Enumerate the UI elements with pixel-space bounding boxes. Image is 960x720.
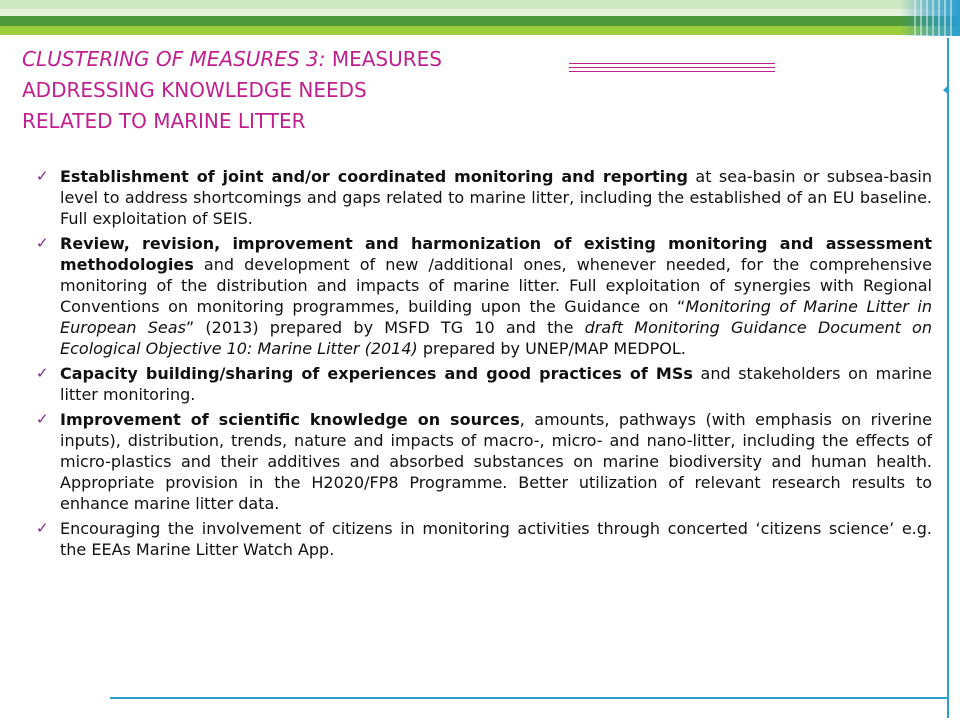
title-line-2: ADDRESSING KNOWLEDGE NEEDS — [22, 78, 367, 102]
bullet-text: ” (2013) prepared by MSFD TG 10 and the — [185, 318, 585, 337]
check-icon: ✓ — [36, 234, 49, 252]
header-band — [0, 26, 960, 35]
bullet-bold: Capacity building/sharing of experiences and good practices of MSs — [60, 364, 693, 383]
title-line-1 — [22, 44, 442, 75]
bullet-italic: draft Monitoring Guidance Document on Ecological Objective 10: Marine Litter (2014) — [60, 318, 932, 358]
check-icon: ✓ — [36, 410, 49, 428]
right-border-line — [947, 38, 949, 718]
bullet-bold: Review, revision, improvement and harmonization of existing monitoring and assessment methodologies — [60, 234, 932, 274]
title-italic-part: CLUSTERING OF MEASURES 3: — [22, 47, 326, 71]
list-item — [36, 166, 932, 229]
bullet-italic: Monitoring of Marine Litter in European Seas — [60, 297, 932, 337]
header-decoration — [0, 0, 960, 38]
header-band — [0, 0, 960, 9]
list-item — [36, 518, 932, 560]
header-band — [0, 16, 960, 26]
check-icon: ✓ — [36, 519, 49, 537]
bullet-bold: Establishment of joint and/or coordinated monitoring and reporting — [60, 167, 688, 186]
slide-title — [22, 44, 442, 137]
bottom-border-line — [110, 697, 948, 699]
bullet-text: and stakeholders on marine litter monitoring. — [60, 364, 932, 404]
right-border-marker — [943, 85, 949, 95]
bullet-bold: Improvement of scientific knowledge on sources — [60, 410, 520, 429]
bullet-text: prepared by UNEP/MAP MEDPOL. — [417, 339, 686, 358]
check-icon: ✓ — [36, 364, 49, 382]
title-rest-part: MEASURES — [325, 47, 442, 71]
list-item — [36, 363, 932, 405]
check-icon: ✓ — [36, 167, 49, 185]
bullet-text: , amounts, pathways (with emphasis on riverine inputs), distribution, trends, nature and impacts of macro-, micro- and nano-litter, including the effects of micro-plastics and their additives and absorbed substances on marine biodiversity and human health. Appropriate provision in the H2020/FP8 Programme. Better utilization of relevant research results to enhance marine litter data. — [60, 410, 932, 513]
list-item — [36, 409, 932, 514]
bullet-text: at sea-basin or subsea-basin level to address shortcomings and gaps related to marine litter, including the established of an EU baseline. Full exploitation of SEIS. — [60, 167, 933, 228]
bullet-list — [36, 166, 932, 564]
title-line-3: RELATED TO MARINE LITTER — [22, 109, 306, 133]
header-corner-stripes — [914, 0, 954, 36]
bullet-text: and development of new /additional ones, whenever needed, for the comprehensive monitoring of the distribution and impacts of marine litter. Full exploitation of synergies with Regional Conventions on monitoring programmes, building upon the Guidance on “ — [60, 255, 932, 316]
title-rule — [569, 63, 775, 72]
list-item — [36, 233, 932, 359]
header-band — [0, 9, 960, 16]
bullet-text: Encouraging the involvement of citizens in monitoring activities through concerted ‘citizens science’ e.g. the EEAs Marine Litter Watch App. — [60, 519, 932, 559]
